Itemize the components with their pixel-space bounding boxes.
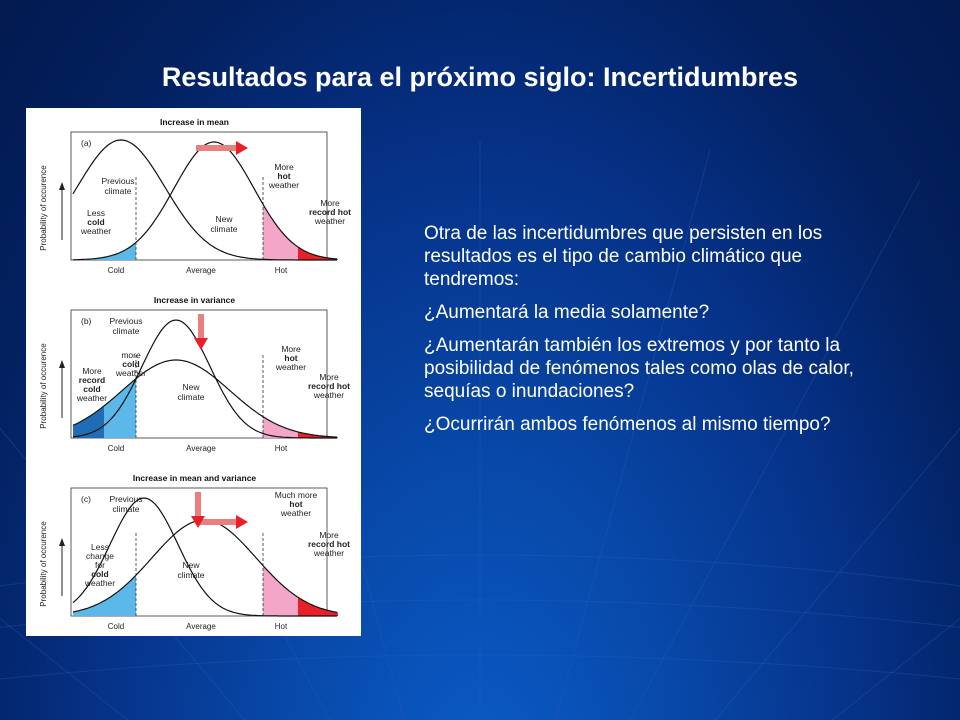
record-hot-annotation: More	[319, 372, 339, 382]
record-hot-annotation: record hot	[308, 207, 352, 217]
previous-climate-label: Previous	[109, 316, 143, 326]
x-tick-label: Hot	[274, 622, 288, 631]
record-hot-annotation: weather	[313, 390, 345, 400]
previous-climate-label: Previous	[101, 176, 135, 186]
less-cold-annotation: Less	[87, 208, 105, 218]
mean-shift-arrowhead	[236, 515, 248, 529]
new-climate-label: New	[182, 382, 200, 392]
new-climate-label: climate	[177, 392, 205, 402]
panel-letter: (b)	[81, 316, 92, 326]
hot-tail-area	[263, 566, 298, 616]
previous-climate-label: Previous	[109, 494, 143, 504]
less-cold-annotation: cold	[87, 217, 105, 227]
much-more-hot-annotation: weather	[280, 508, 312, 518]
paragraph-question-extremes: ¿Aumentarán también los extremos y por tanto la posibilidad de fenómenos tales como olas de calor, sequías o inundaciones?	[424, 335, 854, 402]
previous-climate-curve	[73, 140, 337, 260]
much-more-hot-annotation: hot	[289, 499, 303, 509]
variance-arrow	[195, 492, 201, 518]
panel-letter: (c)	[81, 494, 91, 504]
more-hot-annotation: More	[281, 344, 301, 354]
panel-3	[39, 473, 350, 631]
more-hot-annotation: weather	[275, 362, 307, 372]
previous-climate-label: climate	[112, 504, 140, 514]
new-climate-label: climate	[177, 570, 205, 580]
slide-title: Resultados para el próximo siglo: Incertidumbres	[161, 62, 799, 92]
x-tick-label: Average	[186, 266, 216, 275]
much-more-hot-annotation: Much more	[274, 490, 318, 500]
record-hot-annotation: record hot	[307, 539, 351, 549]
cold-change-annotation: weather	[84, 578, 116, 588]
x-tick-label: Average	[186, 444, 216, 453]
paragraph-intro: Otra de las incertidumbres que persisten en los resultados es el tipo de cambio climático que tendremos:	[424, 223, 823, 290]
more-hot-annotation: hot	[277, 171, 291, 181]
x-tick-label: Average	[186, 622, 216, 631]
x-tick-label: Cold	[107, 266, 125, 275]
figure-svg	[26, 108, 361, 636]
new-climate-label: New	[182, 560, 200, 570]
cold-change-annotation: cold	[91, 569, 109, 579]
y-axis-label: Probability of occurence	[39, 521, 48, 607]
record-cold-annotation: weather	[76, 393, 108, 403]
record-hot-annotation: weather	[313, 548, 345, 558]
previous-climate-label: climate	[112, 326, 140, 336]
variance-arrow	[198, 314, 204, 340]
more-cold-annotation: weather	[115, 368, 147, 378]
record-hot-annotation: weather	[314, 216, 346, 226]
record-cold-annotation: cold	[83, 384, 101, 394]
x-tick-label: Hot	[274, 266, 288, 275]
more-hot-annotation: weather	[268, 180, 300, 190]
record-hot-tail-area	[298, 597, 338, 616]
panel-title: Increase in mean	[160, 117, 229, 127]
panel-1	[39, 117, 351, 275]
panel-2	[39, 295, 350, 453]
new-climate-label: climate	[210, 224, 238, 234]
more-hot-annotation: More	[274, 162, 294, 172]
less-cold-annotation: weather	[80, 226, 112, 236]
record-hot-annotation: More	[320, 198, 340, 208]
y-axis-arrowhead	[59, 538, 65, 546]
new-climate-curve	[73, 142, 337, 260]
y-axis-label: Probability of occurence	[39, 165, 48, 251]
cold-change-annotation: change	[86, 551, 114, 561]
panel-title: Increase in mean and variance	[132, 473, 257, 483]
y-axis-arrowhead	[59, 182, 65, 190]
body-text	[424, 222, 874, 446]
x-tick-label: Hot	[274, 444, 288, 453]
record-cold-annotation: More	[82, 366, 102, 376]
y-axis-label: Probability of occurence	[39, 343, 48, 429]
climate-distribution-figure	[26, 108, 361, 636]
more-cold-annotation: more	[121, 350, 141, 360]
mean-shift-arrowhead	[236, 141, 248, 155]
cold-change-annotation: for	[95, 560, 105, 570]
cold-change-annotation: Less	[91, 542, 109, 552]
panel-letter: (a)	[81, 138, 92, 148]
y-axis-arrowhead	[59, 360, 65, 368]
new-climate-label: New	[215, 214, 233, 224]
record-cold-annotation: record	[78, 375, 106, 385]
variance-arrowhead	[194, 338, 208, 350]
record-hot-annotation: More	[319, 530, 339, 540]
x-tick-label: Cold	[107, 444, 125, 453]
paragraph-question-mean: ¿Aumentará la media solamente?	[424, 302, 710, 323]
more-hot-annotation: hot	[284, 353, 298, 363]
x-tick-label: Cold	[107, 622, 125, 631]
more-cold-annotation: cold	[122, 359, 140, 369]
previous-climate-label: climate	[104, 186, 132, 196]
record-hot-annotation: record hot	[307, 381, 351, 391]
panel-title: Increase in variance	[153, 295, 236, 305]
mean-shift-arrow	[196, 145, 238, 151]
paragraph-question-both: ¿Ocurrirán ambos fenómenos al mismo tiempo?	[424, 414, 831, 435]
